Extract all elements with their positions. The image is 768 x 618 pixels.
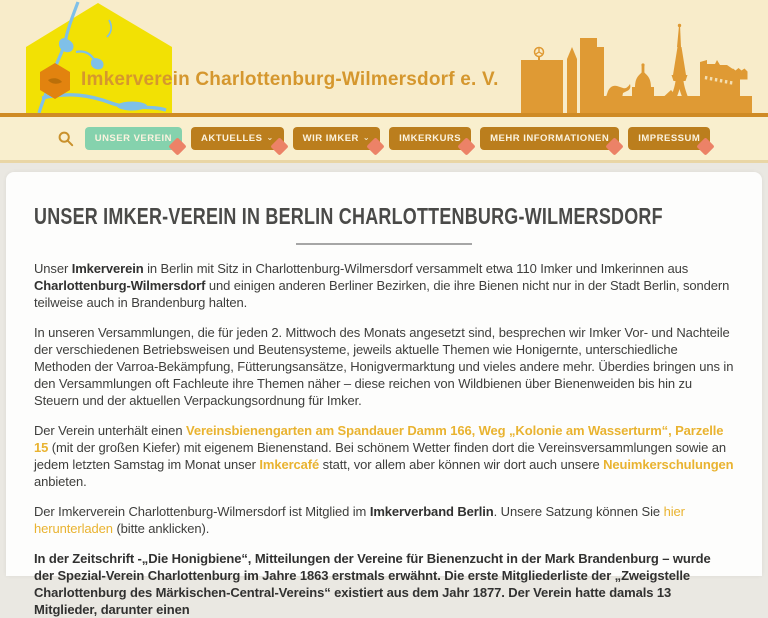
paragraph [34, 260, 734, 311]
nav-item-aktuelles[interactable] [191, 127, 284, 150]
nav-item-label: MEHR INFORMATIONEN [490, 133, 610, 145]
paragraph [34, 324, 734, 409]
paragraph [34, 550, 734, 618]
page-title: UNSER IMKER-VEREIN IN BERLIN CHARLOTTENBURG-WILMERSDORF [34, 203, 663, 229]
nav-item-wir-imker[interactable] [293, 127, 380, 150]
link[interactable]: Neuimkerschulungen [603, 457, 734, 472]
link[interactable]: hier herunterladen [34, 504, 685, 536]
text: In der Zeitschrift -„Die Honigbiene“, Mitteilungen der Vereine für Bienenzucht in der Mark Brandenburg – wurde der Spezial-Verein Charlottenburg im Jahre 1863 erstmals erwähnt. Die erste Mitgliederliste der „Zweigstelle Charlottenburg des Märkischen-Central-Vereins“ existiert aus dem Jahr 1877. Der Verein hatte damals 13 Mitglieder, darunter einen [34, 551, 711, 617]
nav-item-unser-verein[interactable] [85, 127, 182, 150]
honeycomb-map-logo [14, 0, 184, 113]
search-icon[interactable] [58, 131, 74, 147]
text: (mit der großen Kiefer) mit eigenem Bienenstand. Bei schönem Wetter finden dort die Vereinsversammlungen sowie an jedem letzten Samstag im Monat unser [34, 440, 726, 472]
chevron-down-icon: ⌄ [362, 133, 371, 142]
bold-text: Charlottenburg-Wilmersdorf [34, 278, 206, 293]
text: (bitte anklicken). [112, 521, 210, 536]
content-card [6, 172, 762, 617]
nav-item-imkerkurs[interactable] [389, 127, 471, 150]
link[interactable]: Imkercafé [259, 457, 320, 472]
paragraph [34, 503, 734, 537]
content-paragraphs [34, 260, 734, 618]
text: in Berlin mit Sitz in Charlottenburg-Wilmersdorf versammelt etwa 110 Imker und Imkerinnen aus [143, 261, 689, 276]
nav-item-mehr-informationen[interactable] [480, 127, 619, 150]
link[interactable]: Vereinsbienengarten am Spandauer Damm 166, Weg „Kolonie am Wasserturm“, Parzelle 15 [34, 423, 724, 455]
nav-item-impressum[interactable] [628, 127, 710, 150]
text: Der Imkerverein Charlottenburg-Wilmersdorf ist Mitglied im [34, 504, 370, 519]
paragraph [34, 422, 734, 490]
site-header [0, 0, 768, 113]
bold-text: Imkerverband Berlin [369, 504, 494, 519]
text: . Unsere Satzung können Sie [493, 504, 664, 519]
site-title: Imkerverein Charlottenburg-Wilmersdorf e. V. [81, 69, 499, 90]
text: Unser [34, 261, 72, 276]
nav-item-label: IMPRESSUM [638, 133, 701, 145]
bold-text: Imkerverein [71, 261, 144, 276]
nav-item-label: IMKERKURS [399, 133, 462, 145]
page-background [0, 163, 768, 617]
nav-item-label: UNSER VEREIN [94, 133, 172, 145]
text: In unseren Versammlungen, die für jeden 2. Mittwoch des Monats angesetzt sind, besprechen wir Imker Vor- und Nachteile der verschiedenen Betriebsweisen und Beutensysteme, jeweils aktuelle Themen wie Honigernte, unterschiedliche Methoden der Varroa-Bekämpfung, Fütterungsansätze, Honigvermarktung und vieles andere mehr. Überdies bringen uns in den Versammlungen oft Fachleute ihre Themen näher – diese reichen von Wildbienen über Bienenweiden bis hin zu Steuern und der aktuellen Verpackungsordnung für Imker. [34, 325, 734, 408]
text: anbieten. [34, 474, 87, 489]
title-divider [296, 243, 472, 245]
berlin-skyline-illustration [518, 13, 760, 113]
text: Der Verein unterhält einen [34, 423, 186, 438]
nav-item-label: AKTUELLES [200, 133, 263, 145]
main-nav [0, 117, 768, 163]
text: statt, vor allem aber können wir dort auch unsere [319, 457, 604, 472]
chevron-down-icon: ⌄ [266, 133, 274, 142]
nav-item-label: WIR IMKER [302, 133, 359, 145]
text: und einigen anderen Berliner Bezirken, die ihre Bienen nicht nur in der Stadt Berlin, sondern teilweise auch in Brandenburg halten. [34, 278, 730, 310]
